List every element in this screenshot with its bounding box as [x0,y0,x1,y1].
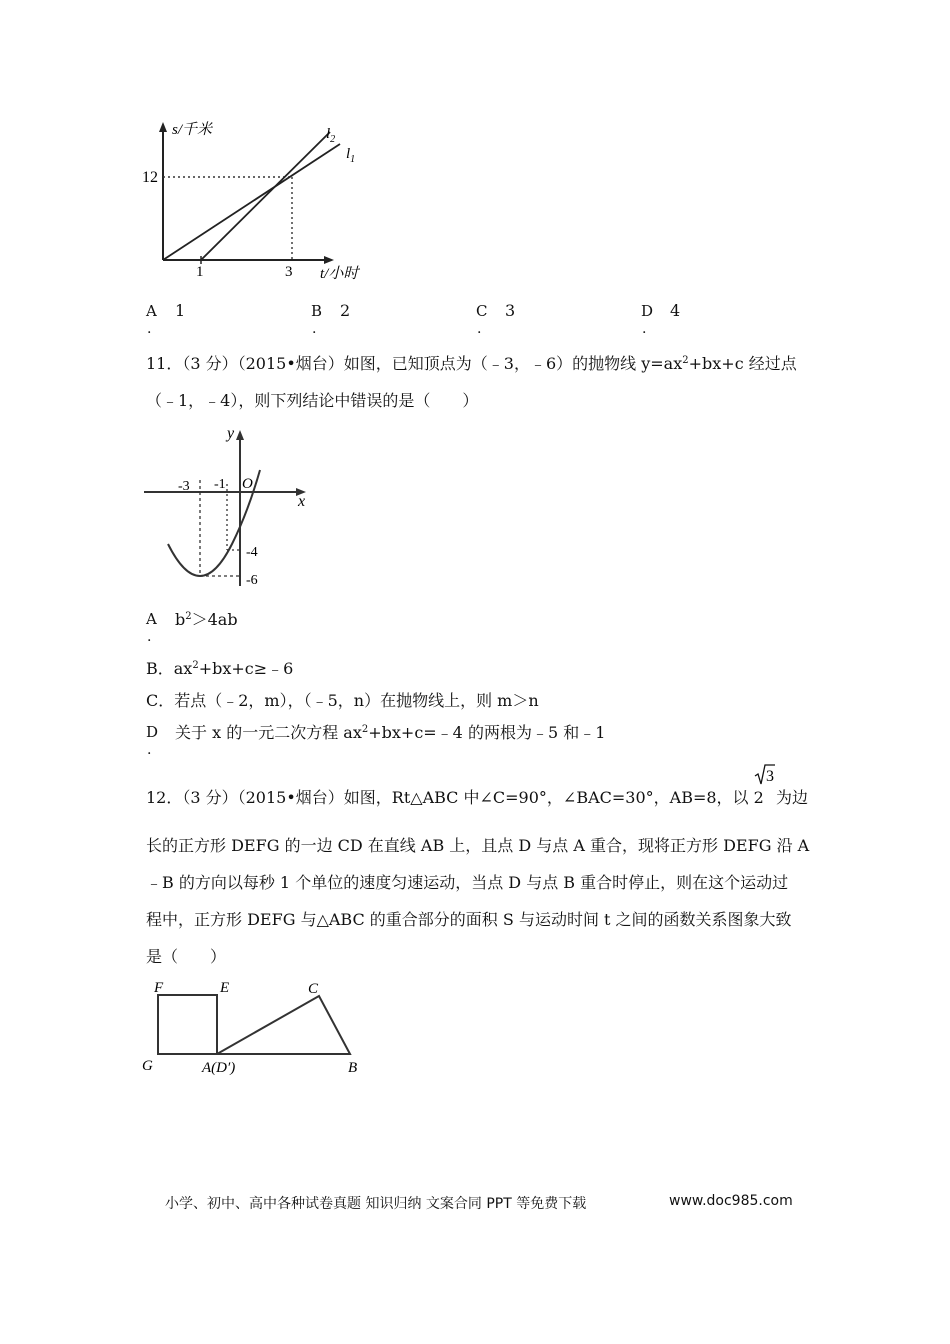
y-axis-label: s/千米 [172,122,213,138]
square-triangle-figure [138,976,368,1080]
distance-time-graph [130,118,400,286]
q11-stem-line2: （﹣1，﹣4），则下列结论中错误的是（ ） [146,391,479,410]
label-a-d: A(D′) [202,1060,236,1076]
option-dot: . [147,321,152,337]
q12-stem-line2: 长的正方形 DEFG 的一边 CD 在直线 AB 上，且点 D 与点 A 重合，现将正方形 DEFG 沿 A [146,836,810,855]
triangle-abc [217,996,350,1054]
x-tick-1: 1 [196,264,204,280]
line-l2 [201,132,330,260]
label-b: B [348,1060,358,1076]
y-tick-neg6: -6 [246,573,258,588]
option-letter: D [146,723,159,741]
label-g: G [142,1058,153,1074]
option-letter: D [641,302,654,320]
q12-stem-line1-end: 为边 [776,788,809,807]
footer-text: 小学、初中、高中各种试卷真题 知识归纳 文案合同 PPT 等免费下载 [165,1196,587,1212]
option-letter: A [146,610,157,628]
x-axis-label: x [298,493,306,510]
radical-sqrt3 [754,762,776,788]
option-text: 关于 x 的一元二次方程 $ax^2+bx+c=﹣4$ 的两根为﹣5 和﹣1 [175,723,606,742]
q12-stem-line1: 12．（3 分）（2015•烟台）如图，Rt△ABC 中∠C=90°，∠BAC=30°，AB=8，以 2 [146,788,764,807]
q12-stem-line4: 程中，正方形 DEFG 与△ABC 的重合部分的面积 S 与运动时间 t 之间的函数关系图象大致 [146,910,792,929]
option-dot: . [477,321,482,337]
label-e: E [220,980,230,996]
label-l2: $l_2$ [326,126,336,145]
footer-link[interactable]: www.doc985.com [669,1193,793,1209]
label-l1: $l_1$ [346,146,356,165]
option-value: 3 [505,301,516,320]
square-defg [158,995,217,1054]
y-axis-arrow [159,122,167,132]
x-axis-arrow [324,256,334,264]
option-dot: . [642,321,647,337]
x-axis-label: t/小时 [320,266,359,282]
label-c: C [308,981,319,997]
option-letter: B [311,302,323,320]
q12-stem-line5: 是（ ） [146,947,227,966]
option-value: 1 [175,301,186,320]
y-axis-label: y [227,425,235,442]
y-axis-arrow [236,430,244,440]
x-tick-neg1: -1 [214,477,226,492]
option-value: 4 [670,301,681,320]
option-dot: . [147,742,152,758]
option-letter: A [146,302,157,320]
y-tick-neg4: -4 [246,545,258,560]
option-dot: . [312,321,317,337]
origin-label: O [242,476,253,492]
q11-option-c[interactable]: C．若点（﹣2，m），（﹣5，n）在抛物线上，则 m＞n [146,691,539,710]
label-f: F [154,980,164,996]
option-value: 2 [340,301,351,320]
line-l1 [163,144,340,260]
svg-text:3: 3 [766,768,774,785]
q12-stem-line3: ﹣B 的方向以每秒 1 个单位的速度匀速运动，当点 D 与点 B 重合时停止，则在这个运动过 [146,873,789,892]
parabola-graph [140,422,320,592]
option-text: $b^2>4ab$ [175,610,238,629]
q11-option-b[interactable]: B．$ax^2+bx+c\ge﹣6$ [146,659,294,678]
x-tick-neg3: -3 [178,479,190,494]
option-dot: . [147,629,152,645]
y-tick-12: 12 [142,169,158,186]
q11-stem-line1: 11．（3 分）（2015•烟台）如图，已知顶点为（﹣3，﹣6）的抛物线 $y=ax^2+bx+c$ 经过点 [146,354,797,373]
option-letter: C [476,302,488,320]
x-tick-3: 3 [285,264,293,280]
